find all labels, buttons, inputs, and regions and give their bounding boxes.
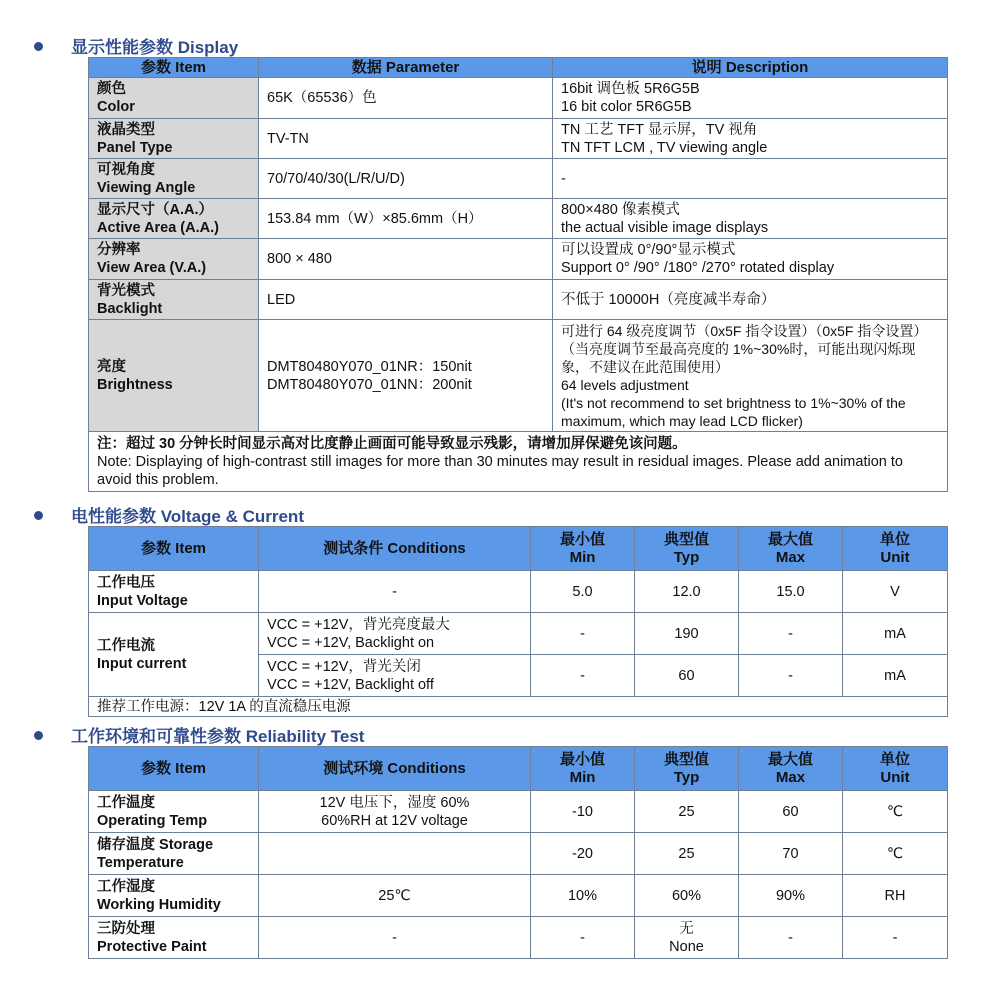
item-cell: 液晶类型 Panel Type	[89, 119, 259, 159]
typ-cell: 25	[635, 833, 739, 875]
table-row	[89, 613, 948, 655]
item-cell: 背光模式 Backlight	[89, 280, 259, 320]
table-row	[89, 875, 948, 917]
min-cell: -20	[531, 833, 635, 875]
voltage-note: 推荐工作电源：12V 1A 的直流稳压电源	[89, 697, 948, 717]
note-cn: 注：超过 30 分钟长时间显示高对比度静止画面可能导致显示残影，请增加屏保避免该问题。	[97, 435, 687, 452]
min-cell: -10	[531, 791, 635, 833]
item-cell: 工作电压 Input Voltage	[89, 571, 259, 613]
table-row	[89, 280, 948, 320]
unit-cell: mA	[843, 613, 948, 655]
param-cell: LED	[259, 280, 553, 320]
min-cell: -	[531, 917, 635, 959]
header-item: 参数 Item	[89, 747, 259, 791]
desc-cell: 可以设置成 0°/90°显示模式 Support 0° /90° /180° /270° rotated display	[553, 239, 948, 280]
header-min: 最小值 Min	[531, 527, 635, 571]
min-cell: 5.0	[531, 571, 635, 613]
typ-cell: 190	[635, 613, 739, 655]
reliability-table	[88, 746, 948, 959]
unit-cell: V	[843, 571, 948, 613]
table-row	[89, 571, 948, 613]
item-cell: 三防处理 Protective Paint	[89, 917, 259, 959]
typ-cell: 无 None	[635, 917, 739, 959]
typ-cell: 25	[635, 791, 739, 833]
header-conditions: 测试条件 Conditions	[259, 527, 531, 571]
header-typ: 典型值 Typ	[635, 527, 739, 571]
typ-cell: 12.0	[635, 571, 739, 613]
desc-cell: -	[553, 159, 948, 199]
unit-cell: RH	[843, 875, 948, 917]
cond-cell: 12V 电压下，湿度 60% 60%RH at 12V voltage	[259, 791, 531, 833]
bullet-icon	[34, 42, 43, 51]
header-unit: 单位 Unit	[843, 747, 948, 791]
max-cell: -	[739, 655, 843, 697]
table-row	[89, 320, 948, 432]
header-parameter: 数据 Parameter	[259, 58, 553, 78]
table-row	[89, 833, 948, 875]
max-cell: -	[739, 917, 843, 959]
max-cell: 60	[739, 791, 843, 833]
max-cell: 70	[739, 833, 843, 875]
header-max: 最大值 Max	[739, 527, 843, 571]
display-table	[88, 57, 948, 492]
max-cell: 15.0	[739, 571, 843, 613]
table-row	[89, 791, 948, 833]
item-cell: 工作温度 Operating Temp	[89, 791, 259, 833]
item-cell: 工作湿度 Working Humidity	[89, 875, 259, 917]
typ-cell: 60%	[635, 875, 739, 917]
typ-cell: 60	[635, 655, 739, 697]
param-cell: 70/70/40/30(L/R/U/D)	[259, 159, 553, 199]
display-note	[89, 432, 948, 492]
section-title-reliability: 工作环境和可靠性参数 Reliability Test	[34, 722, 364, 747]
cond-cell: -	[259, 571, 531, 613]
item-cell: 分辨率 View Area (V.A.)	[89, 239, 259, 280]
table-header-row	[89, 527, 948, 571]
item-cell: 显示尺寸（A.A.） Active Area (A.A.)	[89, 199, 259, 239]
desc-cell: 16bit 调色板 5R6G5B 16 bit color 5R6G5B	[553, 78, 948, 119]
item-cell: 可视角度 Viewing Angle	[89, 159, 259, 199]
cond-cell	[259, 833, 531, 875]
table-row	[89, 917, 948, 959]
table-row	[89, 78, 948, 119]
min-cell: -	[531, 655, 635, 697]
note-row	[89, 432, 948, 492]
table-row	[89, 119, 948, 159]
desc-cell: TN 工艺 TFT 显示屏，TV 视角 TN TFT LCM , TV viewing angle	[553, 119, 948, 159]
section-title-voltage: 电性能参数 Voltage & Current	[34, 502, 304, 527]
table-row	[89, 199, 948, 239]
header-typ: 典型值 Typ	[635, 747, 739, 791]
header-max: 最大值 Max	[739, 747, 843, 791]
section-title-display: 显示性能参数 Display	[34, 33, 238, 58]
desc-cell: 可进行 64 级亮度调节（0x5F 指令设置）（0x5F 指令设置）（当亮度调节至最高亮度的 1%~30%时，可能出现闪烁现象，不建议在此范围使用） 64 levels adjustment (It's not recommend to set brightness to 1%~30% of the maximum, which may lead LCD flicker)	[553, 320, 948, 432]
unit-cell: ℃	[843, 833, 948, 875]
header-item: 参数 Item	[89, 58, 259, 78]
unit-cell: -	[843, 917, 948, 959]
desc-cell: 800×480 像素模式 the actual visible image displays	[553, 199, 948, 239]
unit-cell: mA	[843, 655, 948, 697]
max-cell: -	[739, 613, 843, 655]
table-header-row	[89, 747, 948, 791]
header-item: 参数 Item	[89, 527, 259, 571]
header-min: 最小值 Min	[531, 747, 635, 791]
bullet-icon	[34, 511, 43, 520]
table-row	[89, 239, 948, 280]
param-cell: 153.84 mm（W）×85.6mm（H）	[259, 199, 553, 239]
item-cell: 颜色 Color	[89, 78, 259, 119]
cond-cell: 25℃	[259, 875, 531, 917]
param-cell: DMT80480Y070_01NR：150nit DMT80480Y070_01NN：200nit	[259, 320, 553, 432]
bullet-icon	[34, 731, 43, 740]
item-cell: 工作电流 Input current	[89, 613, 259, 697]
cond-cell: VCC = +12V，背光关闭 VCC = +12V, Backlight off	[259, 655, 531, 697]
unit-cell: ℃	[843, 791, 948, 833]
min-cell: 10%	[531, 875, 635, 917]
note-en: Note: Displaying of high-contrast still images for more than 30 minutes may result in residual images. Please add animation to avoid this problem.	[97, 453, 903, 488]
cond-cell: VCC = +12V，背光亮度最大 VCC = +12V, Backlight on	[259, 613, 531, 655]
header-description: 说明 Description	[553, 58, 948, 78]
max-cell: 90%	[739, 875, 843, 917]
param-cell: TV-TN	[259, 119, 553, 159]
min-cell: -	[531, 613, 635, 655]
header-conditions: 测试环境 Conditions	[259, 747, 531, 791]
param-cell: 800 × 480	[259, 239, 553, 280]
item-cell: 储存温度 Storage Temperature	[89, 833, 259, 875]
voltage-table	[88, 526, 948, 717]
table-row	[89, 159, 948, 199]
item-cell: 亮度 Brightness	[89, 320, 259, 432]
param-cell: 65K（65536）色	[259, 78, 553, 119]
table-header-row	[89, 58, 948, 78]
header-unit: 单位 Unit	[843, 527, 948, 571]
note-row	[89, 697, 948, 717]
desc-cell: 不低于 10000H（亮度减半寿命）	[553, 280, 948, 320]
cond-cell: -	[259, 917, 531, 959]
